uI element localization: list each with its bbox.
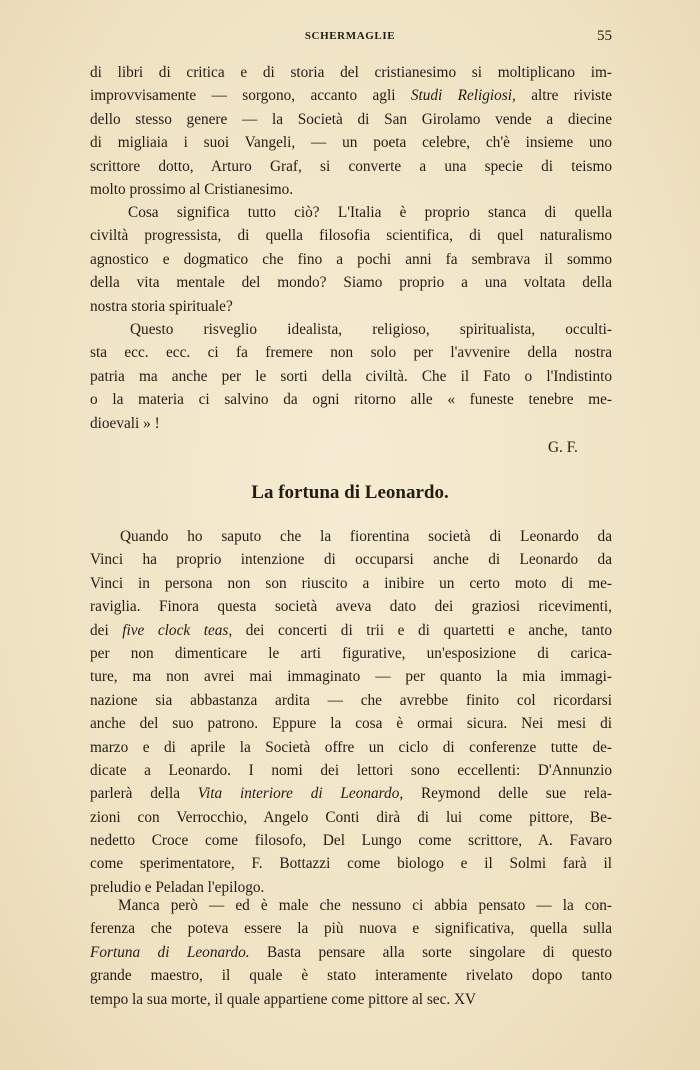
text-line: ferenza che poteva essere la più nuova e significativa, quella sulla: [90, 920, 612, 938]
article-paragraph-1: [90, 525, 612, 899]
text-line: dello stesso genere — la Società di San Girolamo vende a diecine: [90, 110, 612, 128]
paragraph-1: [90, 61, 612, 201]
italic-title: Studi Religiosi,: [410, 87, 516, 105]
text-line: [90, 619, 612, 642]
text-line: scrittore dotto, Arturo Graf, si converte a una specie di teismo: [90, 157, 612, 175]
text-line: [90, 782, 612, 805]
text-line: nedetto Croce come filosofo, Del Lungo come scrittore, A. Favaro: [90, 832, 612, 850]
text-run: improvvisamente — sorgono, accanto agli: [90, 87, 411, 105]
text-line: nostra storia spirituale?: [90, 297, 233, 315]
text-line: o la materia ci salvino da ogni ritorno alle « funeste tenebre me-: [90, 391, 612, 409]
italic-title: Vita interiore di Leonardo,: [197, 785, 404, 803]
text-run: altre riviste: [515, 87, 612, 105]
text-line: di migliaia i suoi Vangeli, — un poeta celebre, ch'è insieme uno: [90, 134, 612, 152]
signature: G. F.: [548, 439, 578, 456]
text-line: preludio e Peladan l'epilogo.: [90, 878, 265, 896]
italic-title: Fortuna di Leonardo.: [90, 943, 250, 961]
article-paragraph-2: [90, 894, 612, 1011]
running-head: [0, 28, 700, 48]
text-line: Cosa significa tutto ciò? L'Italia è proprio stanca di quella: [128, 204, 612, 221]
text-line: Vinci ha proprio intenzione di occuparsi anche di Leonardo da: [90, 551, 612, 569]
paragraph-3: [90, 318, 612, 435]
text-line: sta ecc. ecc. ci fa fremere non solo per l'avvenire della nostra: [90, 344, 612, 362]
text-line: anche del suo patrono. Eppure la cosa è ormai sicura. Nei mesi di: [90, 715, 612, 733]
text-line: di libri di critica e di storia del cristianesimo si moltiplicano im-: [90, 64, 612, 81]
text-line: grande maestro, il quale è stato interamente rivelato dopo tanto: [90, 967, 612, 985]
text-line: ture, ma non avrei mai immaginato — per quanto la mia immagi-: [90, 668, 612, 686]
text-line: Quando ho saputo che la fiorentina società di Leonardo da: [120, 528, 612, 545]
text-line: per non dimenticare le arti figurative, un'esposizione di carica-: [90, 644, 612, 662]
italic-title: five clock teas,: [122, 621, 233, 639]
text-line: dioevali » !: [90, 414, 160, 432]
text-line: patria ma anche per le sorti della civiltà. Che il Fato o l'Indistinto: [90, 367, 612, 385]
text-run: Basta pensare alla sorte singolare di questo: [249, 943, 612, 961]
text-line: raviglia. Finora questa società aveva dato dei graziosi ricevimenti,: [90, 598, 612, 616]
text-line: come sperimentatore, F. Bottazzi come biologo e il Solmi farà il: [90, 855, 612, 873]
text-line: Questo risveglio idealista, religioso, spiritualista, occulti-: [130, 321, 612, 338]
text-line: della vita mentale del mondo? Siamo proprio a una voltata della: [90, 274, 612, 292]
text-line: [90, 941, 612, 964]
paragraph-2: [90, 201, 612, 318]
text-line: nazione sia abbastanza ardita — che avrebbe finito col ricordarsi: [90, 691, 612, 709]
article-title: La fortuna di Leonardo.: [251, 482, 449, 503]
text-line: civiltà progressista, di quella filosofia scientifica, di quel naturalismo: [90, 227, 612, 245]
text-line: [90, 84, 612, 107]
text-line: molto prossimo al Cristianesimo.: [90, 180, 294, 198]
text-line: dicate a Leonardo. I nomi dei lettori sono eccellenti: D'Annunzio: [90, 761, 612, 779]
text-line: Manca però — ed è male che nessuno ci abbia pensato — la con-: [118, 897, 612, 914]
text-run: dei concerti di trii e di quartetti e anche, tanto: [232, 621, 612, 639]
text-run: dei: [90, 621, 123, 639]
text-line: agnostico e dogmatico che fino a pochi anni fa sembrava il sommo: [90, 250, 612, 268]
text-run: Reymond delle sue rela-: [403, 785, 612, 803]
page-number: 55: [597, 28, 612, 44]
text-line: Vinci in persona non son riuscito a inibire un certo moto di me-: [90, 574, 612, 592]
text-line: marzo e di aprile la Società offre un ciclo di conferenze tutte de-: [90, 738, 612, 756]
text-run: parlerà della: [90, 785, 198, 803]
text-line: zioni con Verrocchio, Angelo Conti dirà di lui come pittore, Be-: [90, 808, 612, 826]
running-title: SCHERMAGLIE: [304, 30, 396, 42]
text-line: tempo la sua morte, il quale appartiene come pittore al sec. XV: [90, 990, 477, 1008]
